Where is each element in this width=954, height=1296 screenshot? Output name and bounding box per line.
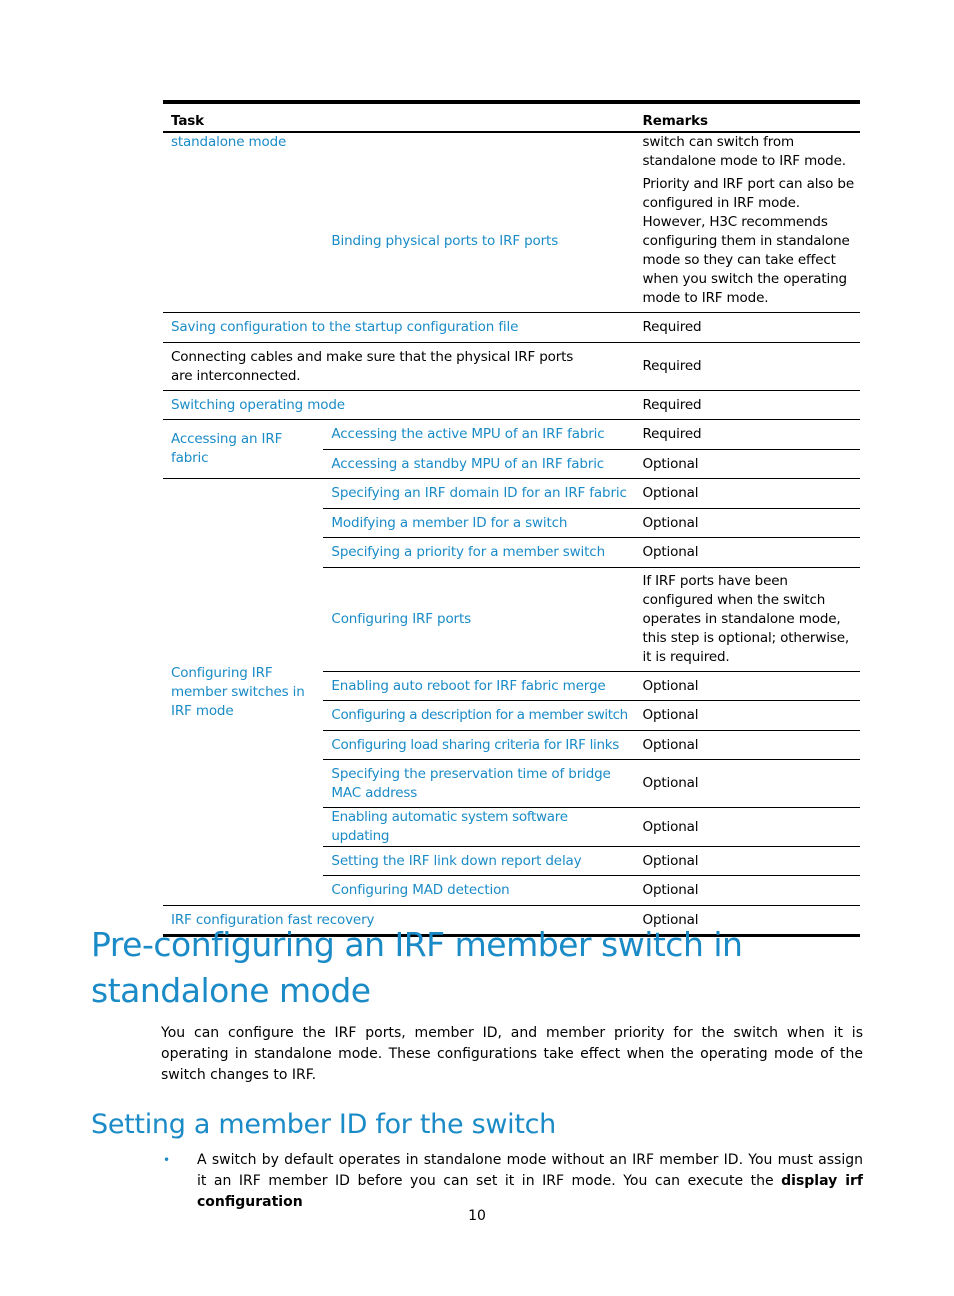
bullet-text (197, 1150, 863, 1213)
table-row (163, 313, 860, 343)
empty-cell (163, 171, 323, 313)
subtask-link[interactable]: Configuring IRF ports (323, 568, 634, 672)
subtask-link[interactable]: Accessing a standby MPU of an IRF fabric (323, 450, 634, 479)
bullet-text-body: A switch by default operates in standalone mode without an IRF member ID. You must assign it an IRF member ID before you can set it in IRF mode. You can execute the (197, 1152, 863, 1189)
table-header-row (163, 102, 860, 132)
table-row (163, 171, 860, 313)
task-text: Connecting cables and make sure that the physical IRF ports are interconnected. (163, 343, 635, 391)
table-row (163, 479, 860, 509)
bullet-command: display irf configuration (197, 1173, 863, 1210)
table-row (163, 343, 860, 391)
remark-cell: Optional (635, 450, 860, 479)
remark-cell: Priority and IRF port can also be configured in IRF mode. However, H3C recommends configuring them in standalone mode so they can take effect when you switch the operating mode to IRF mode. (635, 171, 860, 313)
bullet-icon: • (163, 1153, 171, 1167)
subtask-link[interactable]: Accessing the active MPU of an IRF fabric (323, 420, 634, 450)
subtask-link[interactable]: Enabling auto reboot for IRF fabric merge (323, 672, 634, 701)
task-link[interactable]: Accessing an IRF fabric (163, 420, 323, 479)
subtask-link[interactable]: Modifying a member ID for a switch (323, 509, 634, 538)
remark-cell: Optional (635, 731, 860, 760)
remark-cell: Required (635, 420, 860, 450)
remark-cell: Optional (635, 876, 860, 906)
subtask-link[interactable]: Setting the IRF link down report delay (323, 847, 634, 876)
table-row (163, 132, 860, 171)
subsection-title: Setting a member ID for the switch (91, 1109, 556, 1140)
subtask-link[interactable]: Specifying a priority for a member switch (323, 538, 634, 568)
subtask-link[interactable]: Configuring load sharing criteria for IRF links (323, 731, 634, 760)
task-link[interactable]: Saving configuration to the startup configuration file (163, 313, 635, 343)
task-link[interactable]: Configuring IRF member switches in IRF mode (163, 479, 323, 906)
task-link[interactable]: Switching operating mode (163, 391, 635, 420)
remark-cell: If IRF ports have been configured when the switch operates in standalone mode, this step is optional; otherwise, it is required. (635, 568, 860, 672)
remark-cell: Optional (635, 479, 860, 509)
subtask-link[interactable]: Specifying the preservation time of bridge MAC address (323, 760, 634, 808)
remark-cell: Required (635, 391, 860, 420)
remark-cell: Optional (635, 509, 860, 538)
page-number: 10 (468, 1208, 486, 1224)
subtask-link[interactable]: Configuring a description for a member switch (323, 701, 634, 731)
remark-cell: Optional (635, 672, 860, 701)
task-link[interactable]: standalone mode (171, 134, 287, 150)
remark-cell: Optional (635, 760, 860, 808)
subtask-link[interactable]: Binding physical ports to IRF ports (323, 171, 634, 313)
table-row (163, 420, 860, 450)
subtask-link[interactable]: Enabling automatic system software updating (323, 808, 634, 847)
remark-cell: Optional (635, 701, 860, 731)
table-row (163, 391, 860, 420)
subtask-link[interactable]: Specifying an IRF domain ID for an IRF fabric (323, 479, 634, 509)
remark-cell: Required (635, 343, 860, 391)
task-table (163, 100, 860, 937)
remark-cell: Optional (635, 538, 860, 568)
remark-cell: Optional (635, 906, 860, 936)
header-remarks: Remarks (635, 102, 860, 132)
subtask-link[interactable]: Configuring MAD detection (323, 876, 634, 906)
remark-cell: Optional (635, 808, 860, 847)
remark-cell: Optional (635, 847, 860, 876)
section-title: Pre-configuring an IRF member switch in standalone mode (91, 925, 743, 1010)
task-link[interactable]: IRF configuration fast recovery (163, 906, 635, 936)
remark-cell: switch can switch from standalone mode to IRF mode. (642, 134, 846, 169)
header-task: Task (163, 102, 635, 132)
remark-cell: Required (635, 313, 860, 343)
section-paragraph: You can configure the IRF ports, member ID, and member priority for the switch when it is operating in standalone mode. These configurations take effect when the operating mode of the switch changes to IRF. (161, 1025, 863, 1083)
